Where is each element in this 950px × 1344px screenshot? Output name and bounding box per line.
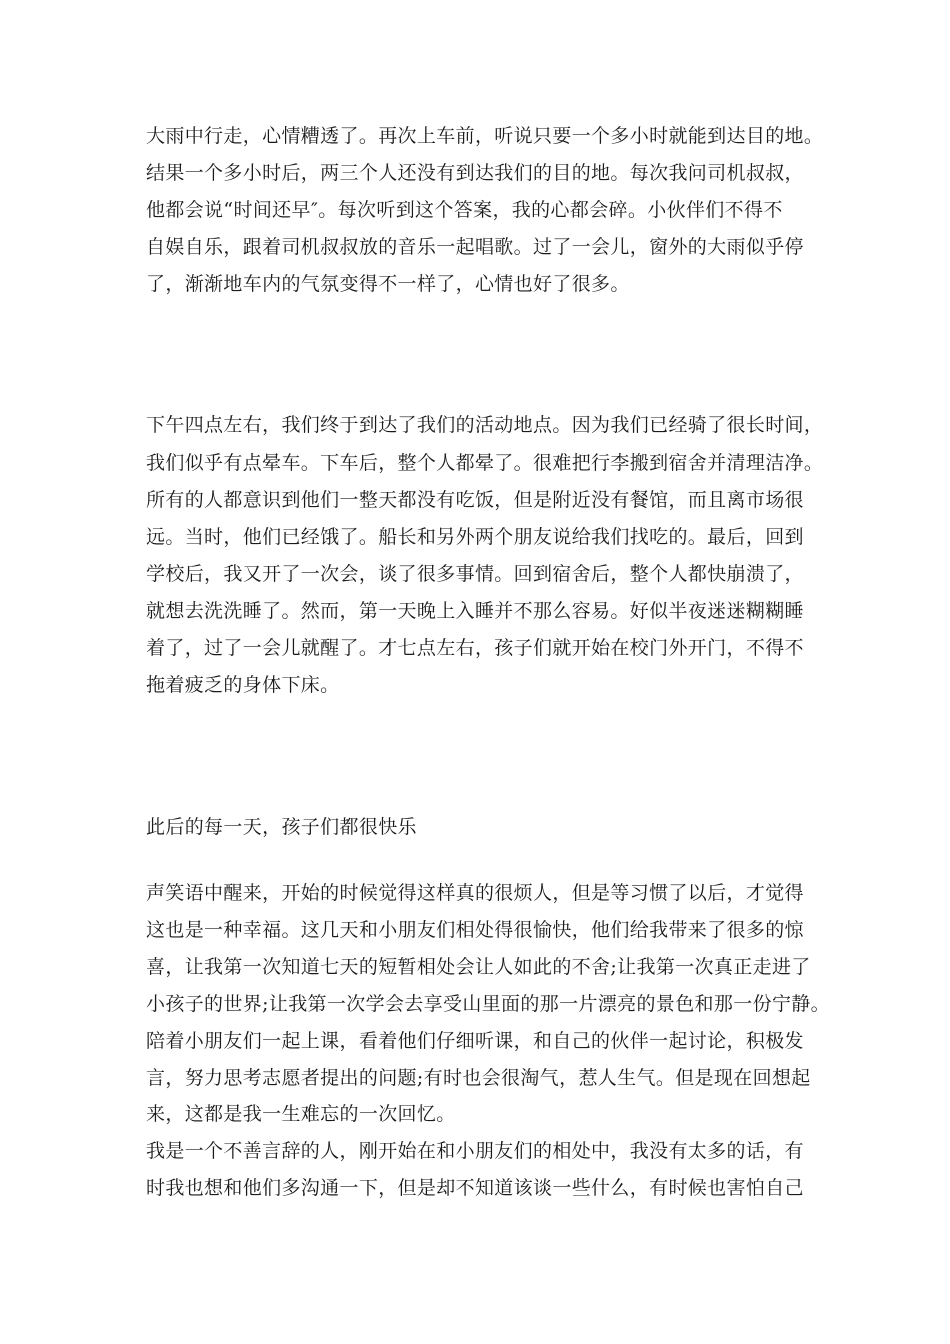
text-line: 时我也想和他们多沟通一下，但是却不知道该谈一些什么，有时候也害怕自己 <box>146 1177 804 1199</box>
text-line: 这也是一种幸福。这几天和小朋友们相处得很愉快，他们给我带来了很多的惊 <box>146 919 804 941</box>
heading-line: 此后的每一天，孩子们都很快乐 <box>146 816 417 838</box>
text-line: 就想去洗洗睡了。然而，第一天晚上入睡并不那么容易。好似半夜迷迷糊糊睡 <box>146 600 804 622</box>
text-line: 陪着小朋友们一起上课，看着他们仔细听课，和自己的伙伴一起讨论，积极发 <box>146 1030 804 1052</box>
text-line: 他都会说“时间还早″。每次听到这个答案，我的心都会碎。小伙伴们不得不 <box>146 199 783 221</box>
text-line: 小孩子的世界;让我第一次学会去享受山里面的那一片漂亮的景色和那一份宁静。 <box>146 993 831 1015</box>
text-line: 来，这都是我一生难忘的一次回忆。 <box>146 1103 456 1125</box>
text-line: 结果一个多小时后，两三个人还没有到达我们的目的地。每次我问司机叔叔， <box>146 162 804 184</box>
text-line: 自娱自乐，跟着司机叔叔放的音乐一起唱歌。过了一会儿，窗外的大雨似乎停 <box>146 236 804 258</box>
text-line: 着了，过了一会儿就醒了。才七点左右，孩子们就开始在校门外开门，不得不 <box>146 637 804 659</box>
text-line: 所有的人都意识到他们一整天都没有吃饭，但是附近没有餐馆，而且离市场很 <box>146 489 804 511</box>
text-line: 声笑语中醒来，开始的时候觉得这样真的很烦人，但是等习惯了以后，才觉得 <box>146 882 804 904</box>
text-line: 大雨中行走，心情糟透了。再次上车前，听说只要一个多小时就能到达目的地。 <box>146 125 824 147</box>
text-line: 我是一个不善言辞的人，刚开始在和小朋友们的相处中，我没有太多的话，有 <box>146 1140 804 1162</box>
text-line: 学校后，我又开了一次会，谈了很多事情。回到宿舍后，整个人都快崩溃了， <box>146 563 804 585</box>
text-line: 了，渐渐地车内的气氛变得不一样了，心情也好了很多。 <box>146 273 630 295</box>
text-line: 我们似乎有点晕车。下车后，整个人都晕了。很难把行李搬到宿舍并清理洁净。 <box>146 452 824 474</box>
text-line: 拖着疲乏的身体下床。 <box>146 674 340 696</box>
text-line: 喜，让我第一次知道七天的短暂相处会让人如此的不舍;让我第一次真正走进了 <box>146 956 811 978</box>
text-line: 下午四点左右，我们终于到达了我们的活动地点。因为我们已经骑了很长时间， <box>146 414 824 436</box>
text-line: 远。当时，他们已经饿了。船长和另外两个朋友说给我们找吃的。最后，回到 <box>146 526 804 548</box>
text-line: 言，努力思考志愿者提出的问题;有时也会很淘气，惹人生气。但是现在回想起 <box>146 1067 811 1089</box>
